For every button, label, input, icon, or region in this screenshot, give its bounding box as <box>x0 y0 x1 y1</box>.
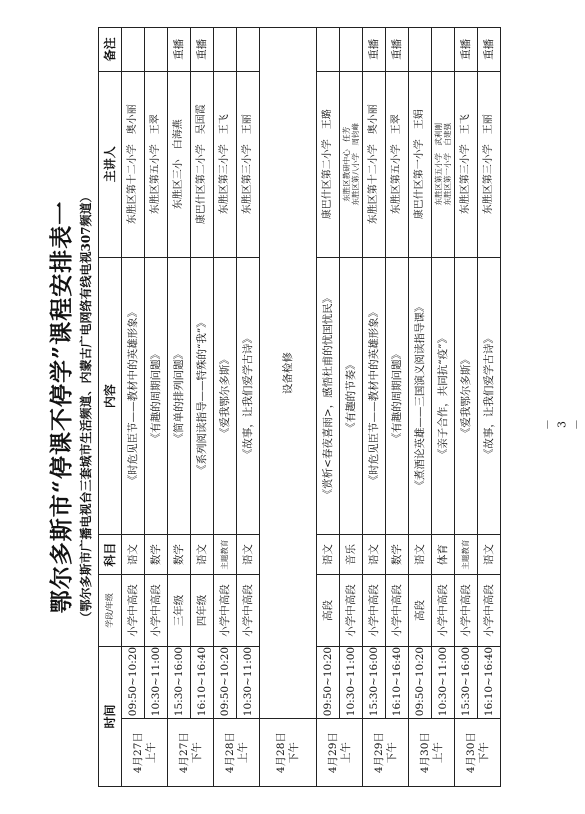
subject-cell: 主题教育 <box>214 535 237 574</box>
date-cell <box>455 719 501 787</box>
teacher-cell: 东胜区第三小学 王飞 <box>214 71 237 257</box>
subject-cell: 语文 <box>237 535 260 574</box>
schedule-table <box>98 27 501 787</box>
grade-cell: 小学中高段 <box>214 574 237 646</box>
teacher-cell: 东胜区第五小学 王翠 <box>386 71 409 257</box>
content-cell: 《简单的排列问题》 <box>168 257 191 535</box>
grade-cell: 小学中高段 <box>122 574 145 646</box>
table-row <box>145 28 168 787</box>
subject-cell: 数学 <box>145 535 168 574</box>
table-row <box>478 28 501 787</box>
note-cell: 重播 <box>455 28 478 72</box>
subject-cell: 数学 <box>386 535 409 574</box>
time-slot-cell: 10:30~11:00 <box>145 647 168 719</box>
grade-cell: 小学中高段 <box>432 574 455 646</box>
table-row <box>363 28 386 787</box>
period-text: 下午 <box>385 742 398 764</box>
subject-cell: 语文 <box>409 535 432 574</box>
teacher-cell: 东胜区三小 白海燕 <box>168 71 191 257</box>
teacher-cell: 东胜区第五小学 王翠 <box>145 71 168 257</box>
content-cell: 《亲子合作，共同抗“疫”》 <box>432 257 455 535</box>
teacher-cell: 东胜区第三小学 王飞 <box>455 71 478 257</box>
content-cell: 《赏析<春夜喜雨>，感悟杜甫的忧国忧民》 <box>317 257 340 535</box>
content-cell: 《有趣的周期问题》 <box>386 257 409 535</box>
document-title: 鄂尔多斯市“停课不停学”课程安排表一 <box>48 200 75 614</box>
teacher-cell: 康巴什区第二小学 王璐 <box>317 71 340 257</box>
table-row <box>340 28 363 787</box>
date-text: 4月29日 <box>372 732 385 774</box>
document-subtitle: （鄂尔多斯市广播电视台三套城市生活频道、内蒙古广电网络有线电视307频道） <box>79 190 93 624</box>
grade-cell: 小学中高段 <box>455 574 478 646</box>
teacher-line: 东胜区第八小学 周钧峰 <box>351 123 360 206</box>
grade-cell: 小学中高段 <box>237 574 260 646</box>
date-text: 4月29日 <box>326 732 339 774</box>
time-slot-cell: 15:30~16:00 <box>363 647 386 719</box>
content-cell: 《煮酒论英雄——三国演义阅读指导课》 <box>409 257 432 535</box>
time-slot-cell: 09:50~10:20 <box>317 647 340 719</box>
grade-cell: 四年级 <box>191 574 214 646</box>
header-subject: 科目 <box>99 535 122 574</box>
content-cell: 《故事，让我们爱学古诗》 <box>237 257 260 535</box>
header-time: 时间 <box>99 647 122 787</box>
schedule-sheet <box>48 27 493 787</box>
table-row <box>432 28 455 787</box>
note-cell: 重播 <box>363 28 386 72</box>
time-slot-cell: 16:10~16:40 <box>386 647 409 719</box>
date-cell <box>363 719 409 787</box>
period-text: 下午 <box>477 742 490 764</box>
period-text: 上午 <box>236 742 249 764</box>
subject-cell: 语文 <box>317 535 340 574</box>
date-text: 4月30日 <box>418 732 431 774</box>
period-text: 下午 <box>288 742 300 764</box>
note-cell <box>214 28 237 72</box>
teacher-cell: 东胜区第十二小学 奥小丽 <box>363 71 386 257</box>
subject-cell: 语文 <box>191 535 214 574</box>
teacher-line: 东胜区第一小学 白建强 <box>443 123 452 206</box>
period-text: 上午 <box>431 742 444 764</box>
teacher-cell: 东胜区第三小学 王丽 <box>237 71 260 257</box>
table-row <box>409 28 432 787</box>
period-text: 上午 <box>339 742 352 764</box>
subject-cell: 音乐 <box>340 535 363 574</box>
subject-cell: 语文 <box>363 535 386 574</box>
teacher-cell: 东胜区第三小学 王丽 <box>478 71 501 257</box>
date-cell <box>409 719 455 787</box>
date-cell <box>168 719 214 787</box>
time-slot-cell: 09:50~10:20 <box>409 647 432 719</box>
grade-cell: 小学中高段 <box>340 574 363 646</box>
grade-cell: 小学中高段 <box>363 574 386 646</box>
table-row <box>237 28 260 787</box>
time-slot-cell: 10:30~11:00 <box>237 647 260 719</box>
period-text: 上午 <box>144 742 157 764</box>
content-cell: 《有趣的节奏》 <box>340 257 363 535</box>
subject-cell: 语文 <box>122 535 145 574</box>
header-content: 内容 <box>99 257 122 535</box>
grade-cell: 小学中高段 <box>386 574 409 646</box>
date-text: 4月27日 <box>131 732 144 774</box>
date-cell <box>122 719 168 787</box>
date-text: 4月28日 <box>223 732 236 774</box>
table-row <box>122 28 145 787</box>
time-slot-cell: 10:30~11:00 <box>340 647 363 719</box>
note-cell <box>432 28 455 72</box>
content-cell: 《有趣的周期问题》 <box>145 257 168 535</box>
date-text: 4月28日 <box>275 732 287 774</box>
teacher-cell <box>340 71 363 257</box>
time-slot-cell: 09:50~10:20 <box>122 647 145 719</box>
table-row <box>168 28 191 787</box>
note-cell: 重播 <box>478 28 501 72</box>
table-body <box>122 28 501 787</box>
time-slot-cell: 09:50~10:20 <box>214 647 237 719</box>
grade-cell: 高段 <box>317 574 340 646</box>
note-cell: 重播 <box>191 28 214 72</box>
table-row <box>317 28 340 787</box>
table-row <box>191 28 214 787</box>
note-cell <box>122 28 145 72</box>
time-slot-cell: 16:10~16:40 <box>478 647 501 719</box>
maintenance-cell: 设备检修 <box>260 28 317 719</box>
note-cell <box>409 28 432 72</box>
table-header-row <box>99 28 122 787</box>
note-cell <box>340 28 363 72</box>
time-slot-cell: 10:30~11:00 <box>432 647 455 719</box>
grade-cell: 三年级 <box>168 574 191 646</box>
grade-cell: 高段 <box>409 574 432 646</box>
teacher-line: 东胜区教研中心 任芳 <box>342 126 351 202</box>
note-cell <box>317 28 340 72</box>
content-cell: 《故事，让我们爱学古诗》 <box>478 257 501 535</box>
content-cell: 《时危见臣节——教材中的英雄形象》 <box>363 257 386 535</box>
grade-cell: 小学中高段 <box>478 574 501 646</box>
header-notes: 备注 <box>99 28 122 72</box>
subject-cell: 主题教育 <box>455 535 478 574</box>
time-slot-cell: 15:30~16:00 <box>455 647 478 719</box>
note-cell: 重播 <box>168 28 191 72</box>
table-row <box>260 28 317 787</box>
teacher-cell: 康巴什区第一小学 王娟 <box>409 71 432 257</box>
date-text: 4月27日 <box>177 732 190 774</box>
note-cell: 重播 <box>386 28 409 72</box>
period-text: 下午 <box>190 742 203 764</box>
table-row <box>455 28 478 787</box>
page-number: － 3 － <box>541 419 584 430</box>
table-row <box>386 28 409 787</box>
teacher-line: 东胜区第五小学 武利刚 <box>434 123 443 206</box>
teacher-cell <box>432 71 455 257</box>
subject-cell: 体育 <box>432 535 455 574</box>
content-cell: 《系列阅读指导——特殊的“我”》 <box>191 257 214 535</box>
content-cell: 《爱我鄂尔多斯》 <box>455 257 478 535</box>
subject-cell: 数学 <box>168 535 191 574</box>
date-text: 4月30日 <box>464 732 477 774</box>
content-cell: 《时危见臣节——教材中的英雄形象》 <box>122 257 145 535</box>
header-grade: 学段/年级 <box>99 574 122 646</box>
teacher-cell: 东胜区第十二小学 奥小丽 <box>122 71 145 257</box>
content-cell: 《爱我鄂尔多斯》 <box>214 257 237 535</box>
date-cell <box>214 719 260 787</box>
date-cell <box>260 719 317 787</box>
teacher-cell: 康巴什区第二小学 吴国霞 <box>191 71 214 257</box>
grade-cell: 小学中高段 <box>145 574 168 646</box>
note-cell <box>237 28 260 72</box>
time-slot-cell: 16:10~16:40 <box>191 647 214 719</box>
note-cell <box>145 28 168 72</box>
date-cell <box>317 719 363 787</box>
time-slot-cell: 15:30~16:00 <box>168 647 191 719</box>
table-row <box>214 28 237 787</box>
subject-cell: 语文 <box>478 535 501 574</box>
header-teacher: 主讲人 <box>99 71 122 257</box>
